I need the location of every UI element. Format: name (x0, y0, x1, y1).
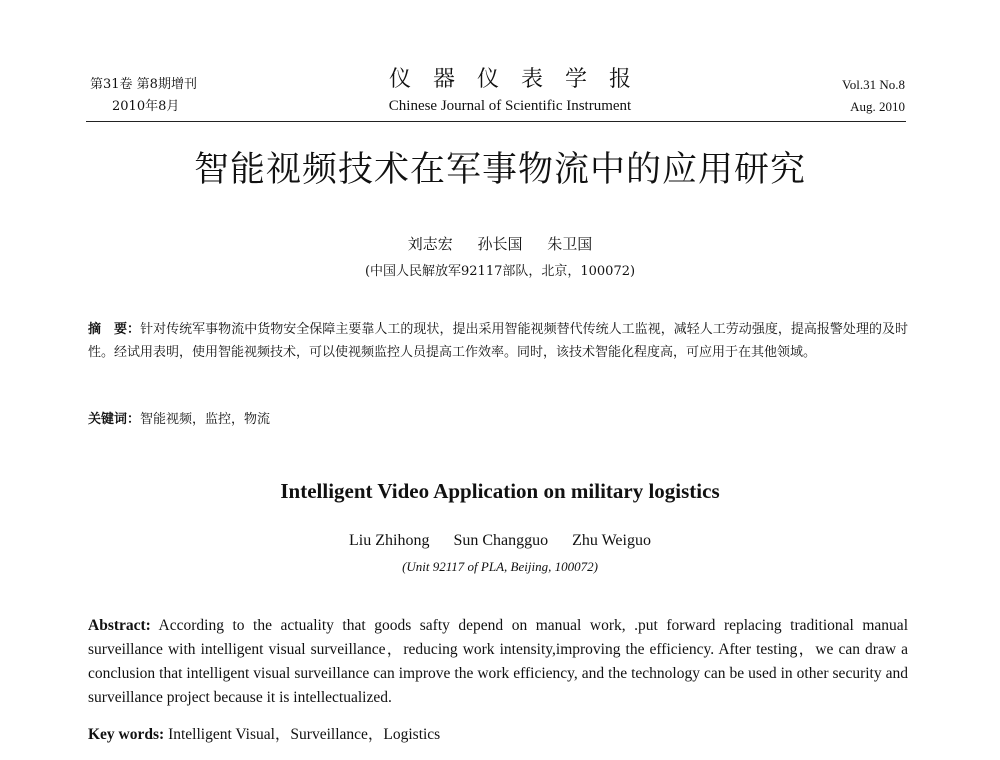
author-en: Sun Changguo (453, 532, 549, 549)
affiliation-en: (Unit 92117 of PLA, Beijing, 100072) (402, 559, 598, 574)
author-cn: 朱卫国 (547, 235, 593, 253)
journal-name-cn: 仪器仪表学报 (388, 67, 653, 92)
paper-title-en: Intelligent Video Application on military logistics (280, 479, 720, 503)
author-cn: 孙长国 (477, 235, 523, 253)
journal-name-en: Chinese Journal of Scientific Instrument (388, 98, 632, 114)
keywords-text-cn: 智能视频，监控，物流 (140, 412, 271, 427)
author-en: Liu Zhihong (349, 532, 430, 549)
journal-volume-cn (90, 74, 270, 118)
abstract-en (88, 614, 908, 710)
keywords-text-en: Intelligent Visual，Surveillance，Logistics (164, 726, 441, 743)
keywords-cn (88, 410, 908, 430)
authors-cn (0, 234, 1000, 254)
keywords-label-cn: 关键词： (88, 412, 141, 427)
volume-issue-cn: 第31卷 第8期增刊 (90, 77, 197, 92)
journal-title (320, 66, 700, 116)
author-en: Zhu Weiguo (572, 532, 651, 549)
affiliation-cn: (中国人民解放军92117部队，北京，100072) (364, 264, 636, 279)
authors-en (0, 531, 1000, 551)
date-en: Aug. 2010 (850, 99, 905, 114)
keywords-label-en: Key words: (88, 726, 165, 743)
author-cn: 刘志宏 (407, 235, 453, 253)
abstract-text-en: According to the actuality that goods safty depend on manual work, .put forward replacing traditional manual surveillance with intelligent visual surveillance，reducing work intensity,improving the efficiency. After testing，we can draw a conclusion that intelligent visual surveillance can improve the work efficiency, and the technology can be used in other security and surveillance project because it is intellectualized. (88, 617, 908, 706)
abstract-text-cn: 针对传统军事物流中货物安全保障主要靠人工的现状，提出采用智能视频替代传统人工监视，减轻人工劳动强度，提高报警处理的及时性。经试用表明，使用智能视频技术，可以使视频监控人员提高工作效率。同时，该技术智能化程度高，可应用于在其他领域。 (88, 322, 908, 360)
date-cn: 2010年8月 (112, 99, 180, 114)
abstract-label-en: Abstract: (88, 617, 151, 634)
volume-issue-en: Vol.31 No.8 (842, 77, 905, 92)
keywords-en (88, 724, 908, 746)
journal-volume-en (705, 74, 905, 118)
abstract-cn (88, 318, 908, 364)
header-rule (86, 121, 906, 122)
paper-title-cn: 智能视频技术在军事物流中的应用研究 (193, 150, 806, 190)
abstract-label-cn: 摘 要： (88, 322, 141, 337)
